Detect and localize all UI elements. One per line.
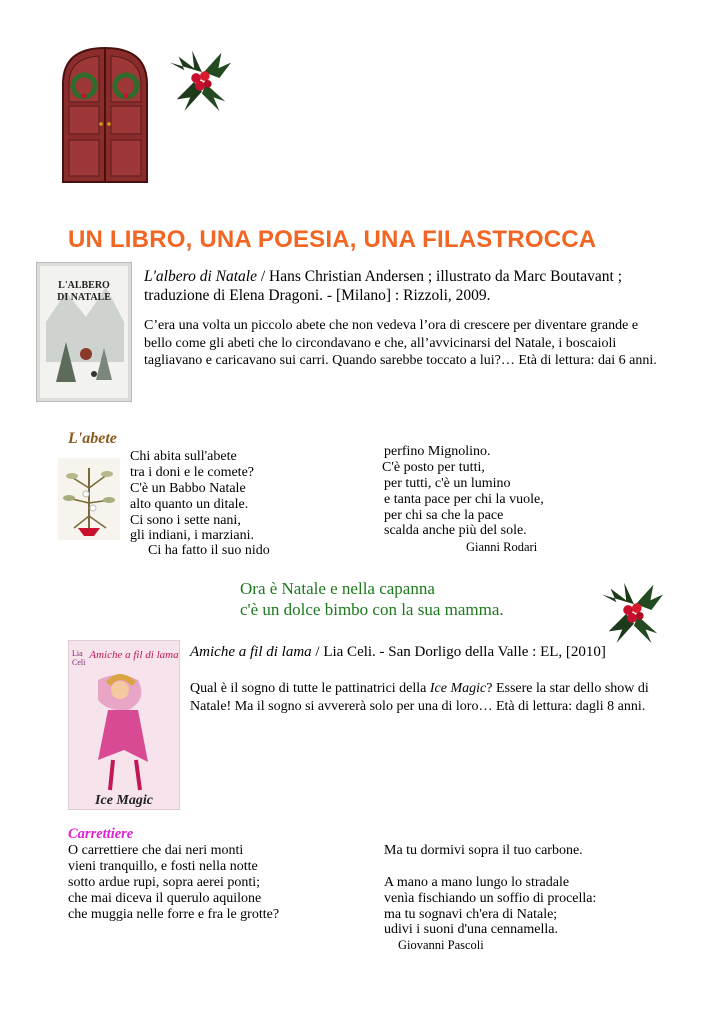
poem2-line: O carrettiere che dai neri monti bbox=[68, 843, 244, 858]
book1-title: L'albero di Natale bbox=[144, 268, 257, 285]
svg-text:L'ALBERO: L'ALBERO bbox=[58, 280, 110, 291]
poem1-line: per chi sa che la pace bbox=[384, 508, 504, 523]
poem2-line: udivi i suoni d'una cennamella. bbox=[384, 922, 558, 937]
poem1-title: L'abete bbox=[68, 430, 117, 447]
svg-text:Celi: Celi bbox=[72, 658, 86, 667]
verse-line: c'è un dolce bimbo con la sua mamma. bbox=[240, 600, 504, 619]
poem1-line: gli indiani, i marziani. bbox=[130, 528, 255, 543]
poem2-line: sotto ardue rupi, sopra aerei ponti; bbox=[68, 875, 261, 890]
poem1-line: per tutti, c'è un lumino bbox=[384, 476, 511, 491]
poem2-line: A mano a mano lungo lo stradale bbox=[384, 875, 570, 890]
poem1-author: Gianni Rodari bbox=[466, 540, 538, 554]
svg-text:Lia: Lia bbox=[72, 649, 83, 658]
book2-desc-italic: Ice Magic bbox=[429, 681, 487, 696]
poem1-line: perfino Mignolino. bbox=[384, 444, 491, 459]
poem2-line: ma tu sognavi ch'era di Natale; bbox=[384, 907, 558, 922]
svg-text:Amiche a fil di lama: Amiche a fil di lama bbox=[89, 649, 179, 661]
mistletoe-icon bbox=[58, 458, 120, 540]
poem1-line: tra i doni e le comete? bbox=[130, 465, 254, 480]
book1-details: / Hans Christian Andersen ; illustrato da Marc Boutavant ; traduzione di Elena Dragoni. - [Milano] : Rizzoli, 2009. bbox=[144, 268, 623, 304]
poem1-line: scalda anche più del sole. bbox=[384, 523, 527, 538]
book-cover-albero bbox=[36, 262, 132, 402]
poem2-author: Giovanni Pascoli bbox=[398, 938, 484, 952]
poem2-line: che muggia nelle forre e fra le grotte? bbox=[68, 907, 280, 922]
poem2-title: Carrettiere bbox=[68, 826, 134, 842]
christmas-verse bbox=[240, 578, 504, 620]
svg-text:Ice Magic: Ice Magic bbox=[95, 793, 153, 808]
poem2-line: che mai diceva il querulo aquilone bbox=[68, 891, 262, 906]
holly-icon bbox=[165, 42, 233, 114]
book2-desc-text: Qual è il sogno di tutte le pattinatrici della bbox=[190, 681, 430, 696]
poem2-line: Ma tu dormivi sopra il tuo carbone. bbox=[384, 843, 583, 858]
book2-title: Amiche a fil di lama bbox=[190, 644, 312, 660]
book2-details: / Lia Celi. - San Dorligo della Valle : EL, [2010] bbox=[311, 644, 606, 660]
book-cover-amiche bbox=[68, 640, 180, 810]
door-icon bbox=[55, 44, 155, 184]
svg-text:DI NATALE: DI NATALE bbox=[57, 292, 111, 303]
book1-reference bbox=[144, 267, 664, 305]
book2-description bbox=[190, 680, 670, 715]
poem1-line: Chi abita sull'abete bbox=[130, 449, 237, 464]
holly-icon bbox=[595, 575, 667, 645]
poem1-line: C'è posto per tutti, bbox=[382, 460, 485, 475]
book1-description: C’era una volta un piccolo abete che non vedeva l’ora di crescere per diventare grande e bello come gli abeti che lo circondavano e che, all’avvicinarsi del Natale, i boscaioli tagliavano e caricavano sui carri. Quando sarebbe toccato a lui?… Età di lettura: dai 6 anni. bbox=[144, 318, 657, 368]
poem2-line: venìa fischiando un soffio di procella: bbox=[384, 891, 597, 906]
page-title: UN LIBRO, UNA POESIA, UNA FILASTROCCA bbox=[68, 226, 597, 253]
verse-line: Ora è Natale e nella capanna bbox=[240, 579, 435, 598]
poem2-line: vieni tranquillo, e fosti nella notte bbox=[68, 859, 258, 874]
poem1-line: Ci ha fatto il suo nido bbox=[148, 543, 270, 558]
book2-desc-text: ? Essere la star dello show di Natale! Ma il sogno si avvererà solo per una di loro… Età di lettura: dagli 8 anni. bbox=[190, 681, 649, 714]
poem1-line: alto quanto un ditale. bbox=[130, 497, 249, 512]
book2-reference bbox=[190, 643, 610, 662]
poem1-line: e tanta pace per chi la vuole, bbox=[384, 492, 544, 507]
poem1-line: Ci sono i sette nani, bbox=[130, 513, 241, 528]
poem1-line: C'è un Babbo Natale bbox=[130, 481, 246, 496]
